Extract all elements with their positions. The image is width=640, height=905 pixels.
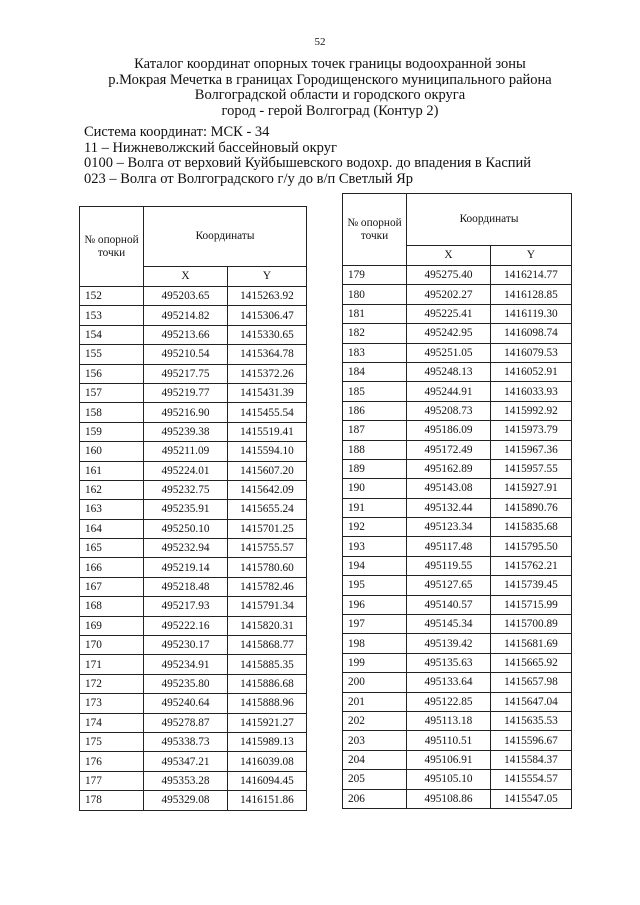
- y-coordinate-cell: 1415700.89: [491, 615, 572, 634]
- y-coordinate-cell: 1415306.47: [228, 306, 307, 325]
- y-coordinate-cell: 1415888.96: [228, 694, 307, 713]
- table-row: [343, 362, 572, 381]
- y-coordinate-cell: 1415927.91: [491, 479, 572, 498]
- point-number-cell: 193: [343, 537, 407, 556]
- title-line: р.Мокрая Мечетка в границах Городищенского муниципального района: [108, 71, 552, 88]
- point-number-cell: 195: [343, 576, 407, 595]
- point-number-cell: 201: [343, 692, 407, 711]
- point-number-cell: 163: [80, 500, 144, 519]
- x-coordinate-cell: 495218.48: [144, 577, 228, 596]
- y-coordinate-cell: 1415681.69: [491, 634, 572, 653]
- x-coordinate-cell: 495329.08: [144, 791, 228, 810]
- x-coordinate-cell: 495210.54: [144, 345, 228, 364]
- table-row: [343, 518, 572, 537]
- point-number-cell: 188: [343, 440, 407, 459]
- table-row: [80, 655, 307, 674]
- table-row: [343, 343, 572, 362]
- table-row: [343, 324, 572, 343]
- y-coordinate-cell: 1415967.36: [491, 440, 572, 459]
- y-coordinate-cell: 1416214.77: [491, 266, 572, 285]
- table-row: [343, 595, 572, 614]
- x-coordinate-cell: 495232.75: [144, 480, 228, 499]
- table-row: [80, 636, 307, 655]
- table-row: [80, 519, 307, 538]
- coordinate-system-info: [84, 125, 531, 187]
- x-coordinate-cell: 495213.66: [144, 325, 228, 344]
- table-row: [343, 576, 572, 595]
- point-number-cell: 161: [80, 461, 144, 480]
- y-coordinate-cell: 1415762.21: [491, 556, 572, 575]
- x-coordinate-cell: 495239.38: [144, 422, 228, 441]
- point-number-cell: 179: [343, 266, 407, 285]
- x-coordinate-cell: 495217.75: [144, 364, 228, 383]
- table-row: [80, 771, 307, 790]
- y-coordinate-cell: 1415973.79: [491, 421, 572, 440]
- x-coordinate-cell: 495119.55: [407, 556, 491, 575]
- header-coordinates: Координаты: [144, 207, 307, 267]
- y-coordinate-cell: 1415607.20: [228, 461, 307, 480]
- point-number-cell: 192: [343, 518, 407, 537]
- y-coordinate-cell: 1415431.39: [228, 383, 307, 402]
- x-coordinate-cell: 495216.90: [144, 403, 228, 422]
- point-number-cell: 198: [343, 634, 407, 653]
- x-coordinate-cell: 495127.65: [407, 576, 491, 595]
- y-coordinate-cell: 1416128.85: [491, 285, 572, 304]
- y-coordinate-cell: 1415665.92: [491, 653, 572, 672]
- header-coordinates: Координаты: [407, 194, 572, 246]
- table-row: [80, 383, 307, 402]
- point-number-cell: 175: [80, 732, 144, 751]
- table-row: [80, 422, 307, 441]
- point-number-cell: 156: [80, 364, 144, 383]
- info-line: 11 – Нижневолжский бассейновый округ: [84, 139, 337, 156]
- point-number-cell: 177: [80, 771, 144, 790]
- table-row: [343, 285, 572, 304]
- point-number-cell: 186: [343, 401, 407, 420]
- x-coordinate-cell: 495123.34: [407, 518, 491, 537]
- x-coordinate-cell: 495235.91: [144, 500, 228, 519]
- point-number-cell: 162: [80, 480, 144, 499]
- y-coordinate-cell: 1416033.93: [491, 382, 572, 401]
- y-coordinate-cell: 1416039.08: [228, 752, 307, 771]
- x-coordinate-cell: 495133.64: [407, 673, 491, 692]
- x-coordinate-cell: 495353.28: [144, 771, 228, 790]
- table-row: [80, 577, 307, 596]
- y-coordinate-cell: 1415755.57: [228, 539, 307, 558]
- x-coordinate-cell: 495275.40: [407, 266, 491, 285]
- point-number-cell: 189: [343, 459, 407, 478]
- x-coordinate-cell: 495347.21: [144, 752, 228, 771]
- table-row: [343, 634, 572, 653]
- point-number-cell: 152: [80, 287, 144, 306]
- point-number-cell: 166: [80, 558, 144, 577]
- point-number-cell: 171: [80, 655, 144, 674]
- table-row: [80, 403, 307, 422]
- table-row: [80, 597, 307, 616]
- x-coordinate-cell: 495338.73: [144, 732, 228, 751]
- point-number-cell: 164: [80, 519, 144, 538]
- table-row: [80, 442, 307, 461]
- y-coordinate-cell: 1415263.92: [228, 287, 307, 306]
- table-row: [343, 421, 572, 440]
- info-line: 0100 – Волга от верховий Куйбышевского водохр. до впадения в Каспий: [84, 155, 532, 171]
- x-coordinate-cell: 495208.73: [407, 401, 491, 420]
- table-row: [80, 480, 307, 499]
- point-number-cell: 159: [80, 422, 144, 441]
- x-coordinate-cell: 495222.16: [144, 616, 228, 635]
- x-coordinate-cell: 495232.94: [144, 539, 228, 558]
- x-coordinate-cell: 495217.93: [144, 597, 228, 616]
- table-row: [343, 382, 572, 401]
- point-number-cell: 204: [343, 750, 407, 769]
- title-line: город - герой Волгоград (Контур 2): [221, 102, 439, 119]
- x-coordinate-cell: 495219.77: [144, 383, 228, 402]
- header-y: Y: [491, 246, 572, 266]
- y-coordinate-cell: 1415890.76: [491, 498, 572, 517]
- table-row: [343, 692, 572, 711]
- x-coordinate-cell: 495240.64: [144, 694, 228, 713]
- y-coordinate-cell: 1415635.53: [491, 711, 572, 730]
- table-row: [80, 345, 307, 364]
- y-coordinate-cell: 1415989.13: [228, 732, 307, 751]
- point-number-cell: 167: [80, 577, 144, 596]
- document-title: [70, 57, 590, 119]
- x-coordinate-cell: 495132.44: [407, 498, 491, 517]
- point-number-cell: 183: [343, 343, 407, 362]
- table-row: [80, 694, 307, 713]
- header-x: X: [144, 267, 228, 287]
- y-coordinate-cell: 1416098.74: [491, 324, 572, 343]
- point-number-cell: 194: [343, 556, 407, 575]
- point-number-cell: 199: [343, 653, 407, 672]
- y-coordinate-cell: 1415957.55: [491, 459, 572, 478]
- point-number-cell: 202: [343, 711, 407, 730]
- table-row: [343, 750, 572, 769]
- y-coordinate-cell: 1415657.98: [491, 673, 572, 692]
- point-number-cell: 155: [80, 345, 144, 364]
- x-coordinate-cell: 495224.01: [144, 461, 228, 480]
- table-row: [80, 306, 307, 325]
- x-coordinate-cell: 495244.91: [407, 382, 491, 401]
- table-row: [343, 498, 572, 517]
- point-number-cell: 182: [343, 324, 407, 343]
- table-row: [343, 653, 572, 672]
- coordinates-table-right: [342, 193, 572, 809]
- point-number-cell: 184: [343, 362, 407, 381]
- point-number-cell: 172: [80, 674, 144, 693]
- point-number-cell: 158: [80, 403, 144, 422]
- x-coordinate-cell: 495117.48: [407, 537, 491, 556]
- x-coordinate-cell: 495235.80: [144, 674, 228, 693]
- y-coordinate-cell: 1415455.54: [228, 403, 307, 422]
- table-row: [343, 440, 572, 459]
- y-coordinate-cell: 1415780.60: [228, 558, 307, 577]
- x-coordinate-cell: 495139.42: [407, 634, 491, 653]
- x-coordinate-cell: 495211.09: [144, 442, 228, 461]
- x-coordinate-cell: 495106.91: [407, 750, 491, 769]
- point-number-cell: 157: [80, 383, 144, 402]
- y-coordinate-cell: 1415782.46: [228, 577, 307, 596]
- coordinates-table-left: [79, 206, 307, 811]
- table-row: [343, 304, 572, 323]
- x-coordinate-cell: 495186.09: [407, 421, 491, 440]
- y-coordinate-cell: 1415739.45: [491, 576, 572, 595]
- table-row: [343, 266, 572, 285]
- y-coordinate-cell: 1415594.10: [228, 442, 307, 461]
- y-coordinate-cell: 1415992.92: [491, 401, 572, 420]
- table-row: [80, 461, 307, 480]
- table-row: [80, 674, 307, 693]
- y-coordinate-cell: 1415330.65: [228, 325, 307, 344]
- y-coordinate-cell: 1416151.86: [228, 791, 307, 810]
- point-number-cell: 187: [343, 421, 407, 440]
- y-coordinate-cell: 1416079.53: [491, 343, 572, 362]
- y-coordinate-cell: 1415795.50: [491, 537, 572, 556]
- table-row: [343, 615, 572, 634]
- table-row: [80, 713, 307, 732]
- x-coordinate-cell: 495140.57: [407, 595, 491, 614]
- point-number-cell: 160: [80, 442, 144, 461]
- table-row: [343, 459, 572, 478]
- x-coordinate-cell: 495234.91: [144, 655, 228, 674]
- point-number-cell: 206: [343, 789, 407, 808]
- table-row: [80, 558, 307, 577]
- point-number-cell: 170: [80, 636, 144, 655]
- point-number-cell: 153: [80, 306, 144, 325]
- table-row: [343, 673, 572, 692]
- x-coordinate-cell: 495172.49: [407, 440, 491, 459]
- point-number-cell: 173: [80, 694, 144, 713]
- x-coordinate-cell: 495145.34: [407, 615, 491, 634]
- table-row: [343, 537, 572, 556]
- title-line: Каталог координат опорных точек границы водоохранной зоны: [134, 56, 526, 72]
- point-number-cell: 196: [343, 595, 407, 614]
- y-coordinate-cell: 1415715.99: [491, 595, 572, 614]
- table-row: [80, 364, 307, 383]
- table-row: [80, 791, 307, 810]
- y-coordinate-cell: 1415642.09: [228, 480, 307, 499]
- table-row: [80, 325, 307, 344]
- x-coordinate-cell: 495230.17: [144, 636, 228, 655]
- point-number-cell: 165: [80, 539, 144, 558]
- y-coordinate-cell: 1415885.35: [228, 655, 307, 674]
- y-coordinate-cell: 1416094.45: [228, 771, 307, 790]
- point-number-cell: 181: [343, 304, 407, 323]
- point-number-cell: 205: [343, 770, 407, 789]
- table-row: [80, 500, 307, 519]
- point-number-cell: 154: [80, 325, 144, 344]
- table-row: [80, 287, 307, 306]
- y-coordinate-cell: 1415547.05: [491, 789, 572, 808]
- x-coordinate-cell: 495105.10: [407, 770, 491, 789]
- table-row: [80, 752, 307, 771]
- table-row: [343, 711, 572, 730]
- title-line: Волгоградской области и городского округа: [194, 87, 466, 103]
- x-coordinate-cell: 495135.63: [407, 653, 491, 672]
- point-number-cell: 185: [343, 382, 407, 401]
- point-number-cell: 190: [343, 479, 407, 498]
- x-coordinate-cell: 495110.51: [407, 731, 491, 750]
- x-coordinate-cell: 495219.14: [144, 558, 228, 577]
- y-coordinate-cell: 1415835.68: [491, 518, 572, 537]
- y-coordinate-cell: 1415647.04: [491, 692, 572, 711]
- x-coordinate-cell: 495202.27: [407, 285, 491, 304]
- table-row: [343, 770, 572, 789]
- table-row: [80, 732, 307, 751]
- point-number-cell: 176: [80, 752, 144, 771]
- info-line: Система координат: МСК - 34: [84, 124, 270, 140]
- point-number-cell: 174: [80, 713, 144, 732]
- y-coordinate-cell: 1415791.34: [228, 597, 307, 616]
- table-row: [343, 789, 572, 808]
- point-number-cell: 197: [343, 615, 407, 634]
- header-point-number: № опорной точки: [80, 207, 144, 287]
- table-row: [343, 401, 572, 420]
- x-coordinate-cell: 495250.10: [144, 519, 228, 538]
- x-coordinate-cell: 495214.82: [144, 306, 228, 325]
- y-coordinate-cell: 1415519.41: [228, 422, 307, 441]
- y-coordinate-cell: 1415372.26: [228, 364, 307, 383]
- x-coordinate-cell: 495203.65: [144, 287, 228, 306]
- x-coordinate-cell: 495278.87: [144, 713, 228, 732]
- x-coordinate-cell: 495225.41: [407, 304, 491, 323]
- x-coordinate-cell: 495143.08: [407, 479, 491, 498]
- x-coordinate-cell: 495122.85: [407, 692, 491, 711]
- x-coordinate-cell: 495251.05: [407, 343, 491, 362]
- header-point-number: № опорной точки: [343, 194, 407, 266]
- y-coordinate-cell: 1415820.31: [228, 616, 307, 635]
- x-coordinate-cell: 495162.89: [407, 459, 491, 478]
- table-row: [343, 479, 572, 498]
- y-coordinate-cell: 1415655.24: [228, 500, 307, 519]
- y-coordinate-cell: 1416052.91: [491, 362, 572, 381]
- table-row: [80, 539, 307, 558]
- y-coordinate-cell: 1415868.77: [228, 636, 307, 655]
- table-row: [343, 556, 572, 575]
- y-coordinate-cell: 1415364.78: [228, 345, 307, 364]
- info-line: 023 – Волга от Волгоградского г/у до в/п Светлый Яр: [84, 170, 414, 187]
- y-coordinate-cell: 1415554.57: [491, 770, 572, 789]
- header-y: Y: [228, 267, 307, 287]
- x-coordinate-cell: 495113.18: [407, 711, 491, 730]
- y-coordinate-cell: 1416119.30: [491, 304, 572, 323]
- y-coordinate-cell: 1415921.27: [228, 713, 307, 732]
- y-coordinate-cell: 1415886.68: [228, 674, 307, 693]
- point-number-cell: 169: [80, 616, 144, 635]
- y-coordinate-cell: 1415596.67: [491, 731, 572, 750]
- x-coordinate-cell: 495248.13: [407, 362, 491, 381]
- point-number-cell: 203: [343, 731, 407, 750]
- point-number-cell: 200: [343, 673, 407, 692]
- header-x: X: [407, 246, 491, 266]
- point-number-cell: 168: [80, 597, 144, 616]
- y-coordinate-cell: 1415584.37: [491, 750, 572, 769]
- page-number: 52: [314, 36, 326, 48]
- y-coordinate-cell: 1415701.25: [228, 519, 307, 538]
- x-coordinate-cell: 495242.95: [407, 324, 491, 343]
- table-row: [80, 616, 307, 635]
- point-number-cell: 180: [343, 285, 407, 304]
- table-row: [343, 731, 572, 750]
- point-number-cell: 178: [80, 791, 144, 810]
- point-number-cell: 191: [343, 498, 407, 517]
- x-coordinate-cell: 495108.86: [407, 789, 491, 808]
